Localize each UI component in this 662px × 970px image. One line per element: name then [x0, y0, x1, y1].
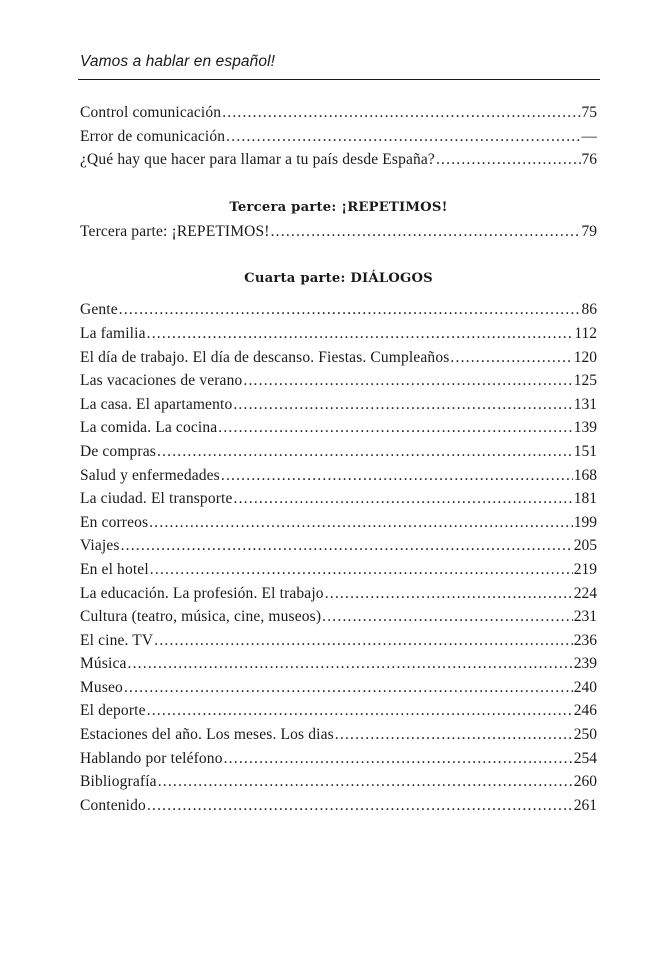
toc-entry[interactable] [80, 699, 597, 723]
dot-leader [222, 101, 580, 125]
table-of-contents [80, 101, 597, 817]
toc-entry-title: Salud y enfermedades [80, 466, 220, 484]
toc-entry-page: 125 [573, 372, 597, 390]
toc-entry[interactable] [80, 652, 597, 676]
toc-entry-page: 75 [581, 104, 597, 121]
toc-entry[interactable] [80, 125, 597, 149]
toc-entry-title: Bibliografía [80, 773, 157, 791]
toc-entry-page: 239 [573, 655, 597, 673]
toc-entry-title: En el hotel [80, 560, 149, 578]
toc-entry[interactable] [80, 101, 597, 125]
dot-leader [226, 125, 580, 149]
toc-entry[interactable] [80, 487, 597, 511]
toc-entry-page: 260 [573, 773, 597, 791]
toc-entry[interactable] [80, 322, 597, 346]
toc-entry[interactable] [80, 723, 597, 747]
toc-entry-title: La casa. El apartamento [80, 395, 233, 413]
toc-entry-page: 86 [581, 301, 597, 319]
toc-entry-title: Contenido [80, 796, 146, 814]
toc-entry[interactable] [80, 582, 597, 606]
toc-entry-page: 181 [573, 490, 597, 508]
toc-entry-title: Estaciones del año. Los meses. Los dias [80, 726, 334, 744]
toc-entry[interactable] [80, 558, 597, 582]
toc-entry-title: Música [80, 655, 127, 673]
section-heading-part3: Tercera parte: ¡REPETIMOS! [229, 199, 448, 215]
dot-leader [154, 629, 573, 653]
toc-entry[interactable] [80, 747, 597, 771]
toc-entry-title: La ciudad. El transporte [80, 490, 233, 508]
toc-entry[interactable] [80, 416, 597, 440]
header-rule [78, 79, 600, 80]
toc-entry-title: De compras [80, 442, 156, 460]
dot-leader [271, 220, 581, 244]
dot-leader [224, 747, 573, 771]
toc-group-part2-tail [80, 101, 597, 172]
toc-entry-page: 236 [573, 631, 597, 649]
toc-entry-title: Control comunicación [80, 104, 222, 121]
toc-entry-page: — [581, 127, 597, 145]
toc-entry-page: 168 [573, 466, 597, 484]
toc-entry[interactable] [80, 298, 597, 322]
dot-leader [147, 322, 574, 346]
toc-entry-title: La educación. La profesión. El trabajo [80, 584, 324, 602]
dot-leader [128, 652, 573, 676]
dot-leader [121, 534, 573, 558]
toc-entry-page: 246 [573, 702, 597, 720]
toc-entry-page: 76 [581, 151, 597, 169]
toc-entry[interactable] [80, 440, 597, 464]
toc-entry-title: El cine. TV [80, 631, 154, 649]
toc-entry-page: 250 [573, 726, 597, 744]
toc-entry[interactable] [80, 794, 597, 818]
toc-entry-title: En correos [80, 513, 149, 531]
toc-group-part4 [80, 298, 597, 817]
dot-leader [158, 770, 573, 794]
toc-entry-title: Error de comunicación [80, 127, 226, 145]
toc-entry-title: Hablando por teléfono [80, 749, 223, 767]
dot-leader [218, 416, 572, 440]
dot-leader [147, 794, 573, 818]
dot-leader [221, 464, 573, 488]
toc-entry-page: 224 [573, 584, 597, 602]
dot-leader [325, 582, 573, 606]
toc-entry-title: El deporte [80, 702, 146, 720]
dot-leader [147, 699, 573, 723]
toc-entry-page: 205 [573, 537, 597, 555]
dot-leader [243, 369, 572, 393]
toc-entry-page: 199 [573, 513, 597, 531]
toc-entry-page: 79 [581, 222, 597, 240]
toc-entry-title: La comida. La cocina [80, 419, 218, 437]
toc-entry-page: 254 [573, 749, 597, 767]
dot-leader [157, 440, 573, 464]
toc-entry-page: 139 [573, 419, 597, 437]
toc-entry-title: Tercera parte: ¡REPETIMOS! [80, 222, 270, 240]
dot-leader [233, 393, 572, 417]
toc-entry-title: La familia [80, 324, 146, 342]
toc-entry[interactable] [80, 770, 597, 794]
toc-entry-title: Las vacaciones de verano [80, 372, 243, 390]
toc-entry[interactable] [80, 369, 597, 393]
toc-entry-title: El día de trabajo. El día de descanso. Fiestas. Cumpleaños [80, 348, 450, 366]
toc-entry-page: 151 [573, 442, 597, 460]
dot-leader [436, 148, 581, 172]
toc-entry-title: Gente [80, 301, 118, 319]
dot-leader [119, 298, 581, 322]
dot-leader [322, 605, 573, 629]
toc-entry[interactable] [80, 220, 597, 244]
toc-entry-page: 219 [573, 560, 597, 578]
toc-entry[interactable] [80, 464, 597, 488]
toc-entry[interactable] [80, 629, 597, 653]
dot-leader [124, 676, 573, 700]
dot-leader [450, 346, 572, 370]
toc-entry-page: 120 [573, 348, 597, 366]
dot-leader [234, 487, 573, 511]
dot-leader [335, 723, 573, 747]
toc-entry[interactable] [80, 148, 597, 172]
toc-entry[interactable] [80, 511, 597, 535]
toc-entry-title: Cultura (teatro, música, cine, museos) [80, 608, 322, 626]
toc-entry-title: Viajes [80, 537, 120, 555]
dot-leader [150, 558, 573, 582]
toc-entry[interactable] [80, 676, 597, 700]
toc-entry-page: 231 [573, 608, 597, 626]
toc-entry[interactable] [80, 605, 597, 629]
toc-entry-page: 240 [573, 678, 597, 696]
dot-leader [149, 511, 573, 535]
toc-entry-title: ¿Qué hay que hacer para llamar a tu país desde España? [80, 151, 435, 169]
toc-entry-page: 112 [574, 324, 597, 342]
toc-entry[interactable] [80, 346, 597, 370]
toc-entry[interactable] [80, 534, 597, 558]
toc-group-part3 [80, 220, 597, 244]
running-head: Vamos a hablar en español! [80, 53, 276, 70]
toc-entry[interactable] [80, 393, 597, 417]
toc-entry-title: Museo [80, 678, 123, 696]
toc-entry-page: 131 [573, 395, 597, 413]
section-heading-part4: Cuarta parte: DIÁLOGOS [244, 271, 433, 287]
toc-entry-page: 261 [573, 796, 597, 814]
